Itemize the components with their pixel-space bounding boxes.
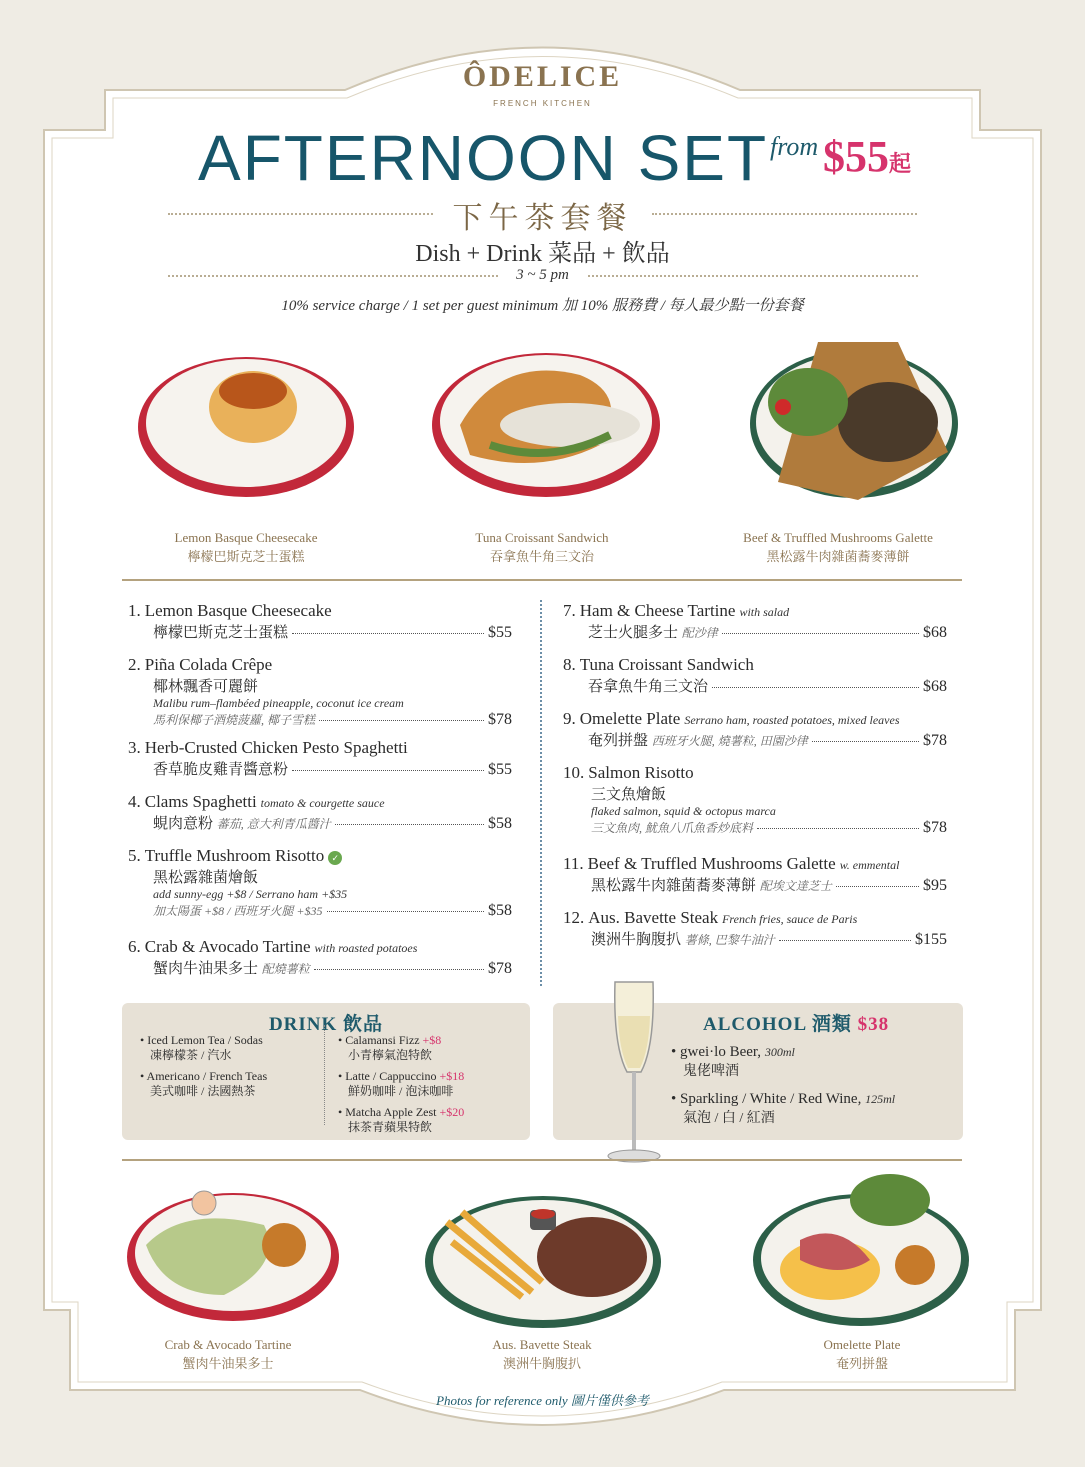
drink-item: • Latte / Cappuccino +$18 鮮奶咖啡 / 泡沫咖啡 <box>338 1069 524 1099</box>
leader-dots <box>327 911 484 912</box>
item-price: $68 <box>923 678 947 695</box>
item-zh-note: 蕃茄, 意大利青瓜醬汁 <box>216 817 331 831</box>
item-name: Ham & Cheese Tartine <box>579 601 736 620</box>
item-number: 3. <box>128 738 141 757</box>
leader-dots <box>335 824 484 825</box>
item-number: 2. <box>128 655 141 674</box>
drink-zh: 美式咖啡 / 法國熱茶 <box>150 1084 256 1098</box>
caption-en: Crab & Avocado Tartine <box>164 1337 292 1352</box>
caption-cheesecake <box>120 528 372 566</box>
item-price: $55 <box>488 624 512 641</box>
chinese-title: 下午茶套餐 <box>452 202 633 235</box>
champagne-glass-icon <box>603 976 665 1168</box>
item-price: $95 <box>923 877 947 894</box>
photo-omelette-plate <box>750 1170 972 1332</box>
item-note: French fries, sauce de Paris <box>722 912 858 926</box>
caption-galette <box>700 528 976 566</box>
menu-item-8 <box>563 655 947 709</box>
vegetarian-icon: ✓ <box>328 851 342 865</box>
menu-item-3 <box>128 738 512 792</box>
item-zh: 蜆肉意粉 <box>153 816 214 832</box>
item-note: with salad <box>739 605 790 619</box>
item-price: $78 <box>923 819 947 836</box>
item-note: Serrano ham, roasted potatoes, mixed leaves <box>684 713 900 727</box>
drink-zh: 抹茶青蘋果特飲 <box>348 1120 433 1134</box>
item-number: 4. <box>128 792 141 811</box>
leader-dots <box>314 969 484 970</box>
item-desc: Malibu rum–flambéed pineapple, coconut ice cream <box>153 696 404 710</box>
alcohol-price: $38 <box>857 1014 890 1035</box>
item-number: 10. <box>563 763 585 782</box>
drink-en: Calamansi Fizz <box>345 1033 420 1047</box>
alcohol-list <box>671 1043 961 1128</box>
item-zh: 黑松露雜菌燴飯 <box>153 870 259 886</box>
item-price: $155 <box>915 931 947 948</box>
leader-dots <box>712 687 919 688</box>
leader-dots <box>319 720 484 721</box>
item-zh: 椰林飄香可麗餅 <box>153 679 259 695</box>
menu-item-10 <box>563 763 947 854</box>
menu-item-1 <box>128 601 512 655</box>
item-name: Omelette Plate <box>579 709 681 728</box>
photo-tuna-croissant <box>430 345 662 505</box>
item-desc: flaked salmon, squid & octopus marca <box>591 804 776 818</box>
drink-column-divider <box>324 1025 325 1125</box>
item-note: tomato & courgette sauce <box>260 796 385 810</box>
item-price: $58 <box>488 902 512 919</box>
caption-zh: 吞拿魚牛角三文治 <box>489 549 594 564</box>
item-note: with roasted potatoes <box>314 941 418 955</box>
item-price: $78 <box>488 711 512 728</box>
menu-item-6 <box>128 937 512 991</box>
alcohol-title <box>703 1009 889 1036</box>
drink-add-price: +$20 <box>439 1105 465 1119</box>
menu-item-12 <box>563 908 947 962</box>
item-zh-note: 西班牙火腿, 燒薯粒, 田園沙律 <box>651 734 808 748</box>
item-zh-note: 配燒薯粒 <box>261 962 310 976</box>
item-number: 5. <box>128 846 141 865</box>
menu-right-column <box>563 601 947 962</box>
caption-omelette-plate <box>742 1335 982 1373</box>
leader-dots <box>757 828 919 829</box>
drink-zh: 小青檸氣泡特飲 <box>348 1048 433 1062</box>
item-number: 12. <box>563 908 585 927</box>
caption-bavette-steak <box>422 1335 662 1373</box>
caption-en: Tuna Croissant Sandwich <box>475 530 609 545</box>
drink-zh: 凍檸檬茶 / 汽水 <box>150 1048 232 1062</box>
photo-bavette-steak <box>422 1182 664 1332</box>
drink-title: DRINK 飲品 <box>268 1014 384 1035</box>
page-title: AFTERNOON SET <box>198 122 769 194</box>
brand-subtitle: FRENCH KITCHEN <box>493 99 592 108</box>
drink-column-2 <box>338 1033 524 1135</box>
photo-cheesecake <box>135 345 357 505</box>
item-price: $78 <box>923 732 947 749</box>
item-price: $58 <box>488 815 512 832</box>
caption-crab-tartine <box>108 1335 348 1373</box>
section-divider-bottom <box>122 1159 962 1161</box>
drink-item: • Iced Lemon Tea / Sodas 凍檸檬茶 / 汽水 <box>140 1033 320 1063</box>
drink-en: Iced Lemon Tea / Sodas <box>147 1033 263 1047</box>
alcohol-volume: 300ml <box>764 1045 795 1059</box>
photo-crab-tartine <box>124 1185 342 1325</box>
item-zh: 蟹肉牛油果多士 <box>153 961 259 977</box>
menu-item-7 <box>563 601 947 655</box>
item-number: 8. <box>563 655 576 674</box>
item-name: Aus. Bavette Steak <box>588 908 719 927</box>
item-name: Salmon Risotto <box>588 763 694 782</box>
drink-box <box>122 1003 530 1140</box>
time-range: 3 ~ 5 pm <box>516 267 569 283</box>
set-price-suffix: 起 <box>889 151 912 176</box>
caption-zh: 奄列拼盤 <box>835 1356 888 1371</box>
item-desc: add sunny-egg +$8 / Serrano ham +$35 <box>153 887 348 901</box>
item-zh-note: 薯條, 巴黎牛油汁 <box>684 933 775 947</box>
item-name: Crab & Avocado Tartine <box>144 937 311 956</box>
item-price: $55 <box>488 761 512 778</box>
set-price <box>823 132 911 189</box>
item-price: $68 <box>923 624 947 641</box>
item-zh: 香草脆皮雞青醬意粉 <box>153 762 289 778</box>
caption-en: Aus. Bavette Steak <box>492 1337 592 1352</box>
from-label: from <box>770 132 819 161</box>
service-note: 10% service charge / 1 set per guest minimum 加 10% 服務費 / 每人最少點一份套餐 <box>281 298 804 314</box>
item-number: 1. <box>128 601 141 620</box>
item-number: 9. <box>563 709 576 728</box>
item-zh: 奄列拼盤 <box>588 733 649 749</box>
item-desc-zh: 加太陽蛋 +$8 / 西班牙火腿 +$35 <box>153 904 323 918</box>
menu-item-5 <box>128 846 512 937</box>
item-name: Beef & Truffled Mushrooms Galette <box>587 854 836 873</box>
leader-dots <box>292 770 484 771</box>
drink-item: • Matcha Apple Zest +$20 抹茶青蘋果特飲 <box>338 1105 524 1135</box>
drink-add-price: +$8 <box>422 1033 442 1047</box>
leader-dots <box>812 741 919 742</box>
dish-drink-subtitle: Dish + Drink 菜品 + 飲品 <box>415 241 670 267</box>
item-name: Herb-Crusted Chicken Pesto Spaghetti <box>144 738 408 757</box>
alcohol-item: • gwei·lo Beer, 300ml 鬼佬啤酒 <box>671 1043 961 1081</box>
item-zh-note: 配埃文達芝士 <box>759 879 832 893</box>
drink-add-price: +$18 <box>439 1069 465 1083</box>
footer-note: Photos for reference only 圖片僅供參考 <box>436 1393 649 1408</box>
item-desc-zh: 三文魚肉, 魷魚八爪魚香炒底料 <box>591 821 754 835</box>
item-zh: 三文魚燴飯 <box>591 787 667 803</box>
caption-zh: 澳洲牛胸腹扒 <box>502 1356 581 1371</box>
item-zh-note: 配沙律 <box>681 626 718 640</box>
leader-dots <box>292 633 484 634</box>
menu-left-column <box>128 601 512 991</box>
alcohol-title-text: ALCOHOL 酒類 <box>703 1014 852 1035</box>
item-name: Tuna Croissant Sandwich <box>579 655 754 674</box>
item-zh: 黑松露牛肉雜菌蕎麥薄餅 <box>591 878 757 894</box>
drink-item: • Calamansi Fizz +$8 小青檸氣泡特飲 <box>338 1033 524 1063</box>
leader-dots <box>722 633 919 634</box>
caption-tuna-croissant <box>410 528 674 566</box>
caption-zh: 檸檬巴斯克芝士蛋糕 <box>187 549 305 564</box>
alcohol-en: gwei·lo Beer, <box>680 1044 762 1060</box>
caption-zh: 黑松露牛肉雜菌蕎麥薄餅 <box>766 549 910 564</box>
drink-en: Americano / French Teas <box>146 1069 268 1083</box>
item-name: Lemon Basque Cheesecake <box>144 601 332 620</box>
photo-galette <box>748 332 960 502</box>
drink-column-1 <box>140 1033 320 1099</box>
alcohol-volume: 125ml <box>865 1092 896 1106</box>
caption-en: Beef & Truffled Mushrooms Galette <box>743 530 933 545</box>
item-desc-zh: 馬利保椰子酒燒菠蘿, 椰子雪糕 <box>153 713 316 727</box>
item-note: w. emmental <box>839 858 900 872</box>
item-zh: 檸檬巴斯克芝士蛋糕 <box>153 625 289 641</box>
caption-zh: 蟹肉牛油果多士 <box>182 1356 274 1371</box>
drink-en: Latte / Cappuccino <box>345 1069 437 1083</box>
alcohol-zh: 鬼佬啤酒 <box>683 1064 739 1079</box>
drink-zh: 鮮奶咖啡 / 泡沫咖啡 <box>348 1084 454 1098</box>
item-zh: 芝士火腿多士 <box>588 625 679 641</box>
item-name: Piña Colada Crêpe <box>144 655 273 674</box>
leader-dots <box>779 940 911 941</box>
set-price-value: $55 <box>823 132 889 181</box>
drink-item: • Americano / French Teas 美式咖啡 / 法國熱茶 <box>140 1069 320 1099</box>
alcohol-item: • Sparkling / White / Red Wine, 125ml 氣泡 / 白 / 紅酒 <box>671 1090 961 1128</box>
item-number: 11. <box>563 854 584 873</box>
brand-logo: ÔDELICE <box>462 60 623 93</box>
menu-item-11 <box>563 854 947 908</box>
leader-dots <box>836 886 919 887</box>
item-name: Truffle Mushroom Risotto <box>144 846 325 865</box>
item-zh: 澳洲牛胸腹扒 <box>591 932 682 948</box>
caption-en: Lemon Basque Cheesecake <box>174 530 318 545</box>
item-price: $78 <box>488 960 512 977</box>
caption-en: Omelette Plate <box>823 1337 901 1352</box>
alcohol-en: Sparkling / White / Red Wine, <box>680 1091 862 1107</box>
menu-item-2 <box>128 655 512 738</box>
column-divider <box>540 600 542 986</box>
drink-en: Matcha Apple Zest <box>345 1105 437 1119</box>
menu-item-4 <box>128 792 512 846</box>
item-name: Clams Spaghetti <box>144 792 257 811</box>
menu-item-9 <box>563 709 947 763</box>
item-zh: 吞拿魚牛角三文治 <box>588 679 709 695</box>
item-number: 6. <box>128 937 141 956</box>
alcohol-zh: 氣泡 / 白 / 紅酒 <box>683 1111 775 1126</box>
item-number: 7. <box>563 601 576 620</box>
section-divider-top <box>122 579 962 581</box>
